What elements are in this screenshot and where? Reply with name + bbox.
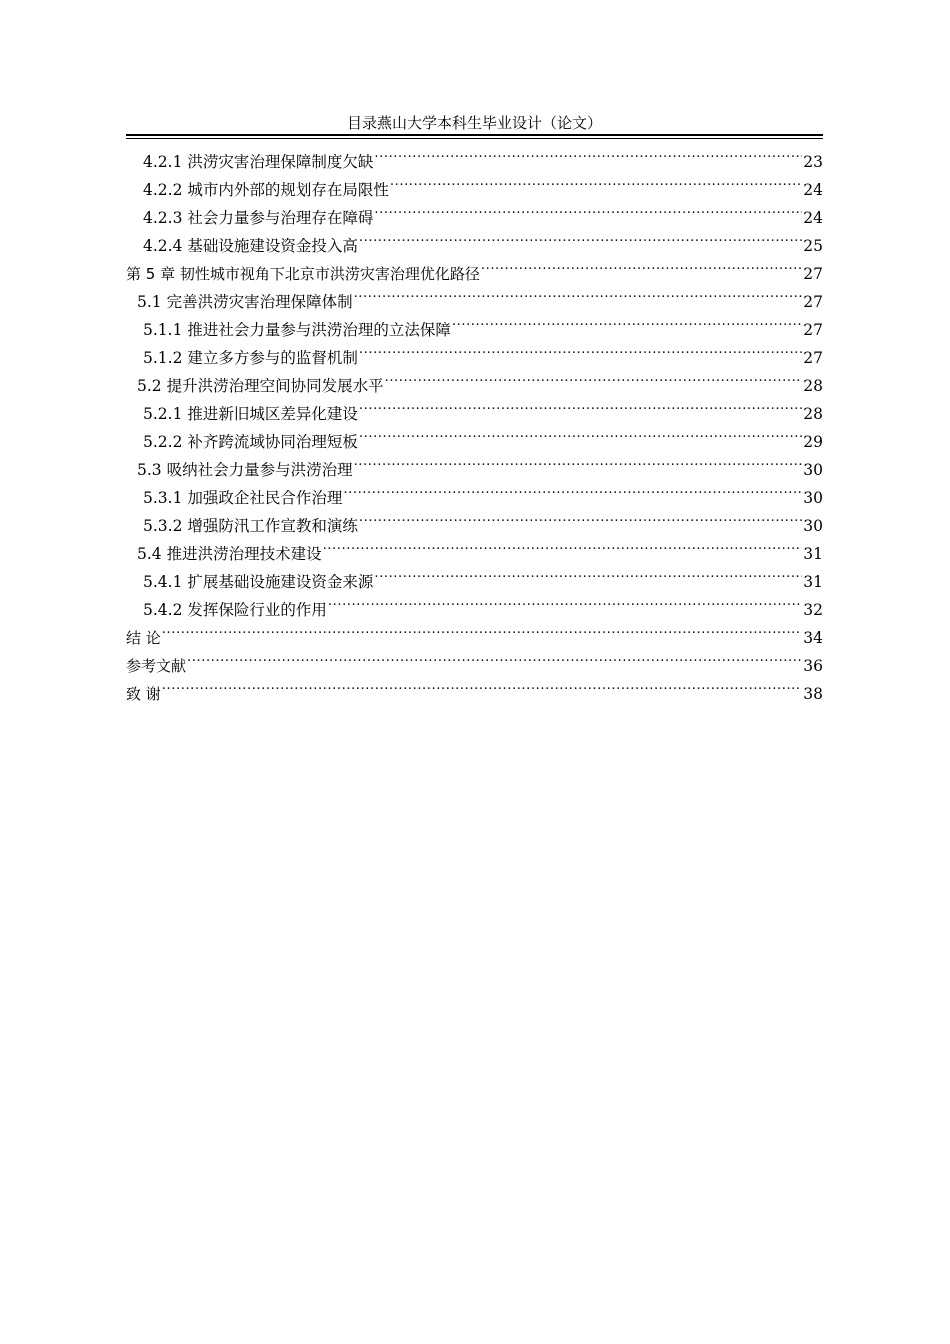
toc-dot-leader [343, 475, 802, 503]
toc-entry-title: 5.1.2 建立多方参与的监督机制 [143, 349, 358, 367]
toc-entry-page-number: 31 [803, 573, 823, 591]
toc-entry-page-number: 34 [803, 629, 823, 647]
toc-entry-title: 5.3.1 加强政企社民合作治理 [143, 489, 343, 507]
toc-dot-leader [359, 223, 802, 251]
toc-entry-title: 致 谢 [126, 685, 161, 703]
toc-entry[interactable] [126, 139, 823, 171]
toc-entry-page-number: 31 [803, 545, 823, 563]
toc-entry-page-number: 24 [803, 181, 823, 199]
header-rule-thick [126, 134, 823, 136]
toc-entry[interactable] [126, 643, 823, 675]
toc-dot-leader [328, 587, 802, 615]
toc-entry-title: 5.4 推进洪涝治理技术建设 [137, 545, 322, 563]
toc-entry-page-number: 38 [803, 685, 823, 703]
toc-entry-page-number: 27 [803, 265, 823, 283]
toc-entry-page-number: 30 [803, 489, 823, 507]
toc-entry-title: 4.2.4 基础设施建设资金投入高 [143, 237, 358, 255]
toc-entry-title: 参考文献 [126, 657, 187, 675]
toc-dot-leader [374, 139, 802, 167]
toc-entry-page-number: 30 [803, 461, 823, 479]
toc-entry-page-number: 27 [803, 349, 823, 367]
toc-dot-leader [354, 447, 803, 475]
toc-dot-leader [481, 251, 802, 279]
toc-entry-page-number: 28 [803, 377, 823, 395]
toc-dot-leader [452, 307, 802, 335]
toc-dot-leader [354, 279, 803, 307]
page-header-title: 目录燕山大学本科生毕业设计（论文） [346, 114, 602, 132]
toc-entry-page-number: 23 [803, 153, 823, 171]
toc-dot-leader [374, 559, 802, 587]
toc-dot-leader [390, 167, 802, 195]
toc-entry-page-number: 29 [803, 433, 823, 451]
toc-entry-page-number: 32 [803, 601, 823, 619]
toc-dot-leader [162, 671, 802, 699]
toc-entry-title: 5.2.1 推进新旧城区差异化建设 [143, 405, 358, 423]
toc-entry-title: 5.1.1 推进社会力量参与洪涝治理的立法保障 [143, 321, 451, 339]
toc-dot-leader [359, 335, 802, 363]
toc-entry-title: 5.2.2 补齐跨流域协同治理短板 [143, 433, 358, 451]
toc-entry-page-number: 24 [803, 209, 823, 227]
toc-entry-page-number: 27 [803, 293, 823, 311]
toc-entry-title: 5.2 提升洪涝治理空间协同发展水平 [137, 377, 384, 395]
toc-entry-page-number: 36 [803, 657, 823, 675]
toc-entry-title: 4.2.2 城市内外部的规划存在局限性 [143, 181, 389, 199]
toc-entry-title: 5.4.2 发挥保险行业的作用 [143, 601, 327, 619]
toc-entry-page-number: 30 [803, 517, 823, 535]
toc-dot-leader [374, 195, 802, 223]
toc-dot-leader [385, 363, 803, 391]
toc-dot-leader [359, 391, 802, 419]
toc-entry-title: 4.2.3 社会力量参与治理存在障碍 [143, 209, 374, 227]
toc-entry-title: 5.3.2 增强防汛工作宣教和演练 [143, 517, 358, 535]
toc-dot-leader [162, 615, 802, 643]
toc-dot-leader [359, 503, 802, 531]
toc-dot-leader [323, 531, 803, 559]
toc-entry-title: 5.3 吸纳社会力量参与洪涝治理 [137, 461, 353, 479]
toc-dot-leader [187, 643, 802, 671]
toc-entry[interactable] [126, 671, 823, 703]
toc-entry-page-number: 25 [803, 237, 823, 255]
toc-entry-title: 5.4.1 扩展基础设施建设资金来源 [143, 573, 374, 591]
toc-entry-title: 第 5 章 韧性城市视角下北京市洪涝灾害治理优化路径 [126, 265, 480, 283]
toc-entry[interactable] [126, 615, 823, 647]
table-of-contents [126, 139, 823, 703]
toc-entry-page-number: 28 [803, 405, 823, 423]
toc-entry-title: 结 论 [126, 629, 161, 647]
toc-entry-title: 5.1 完善洪涝灾害治理保障体制 [137, 293, 353, 311]
toc-dot-leader [359, 419, 802, 447]
toc-entry-page-number: 27 [803, 321, 823, 339]
toc-entry-title: 4.2.1 洪涝灾害治理保障制度欠缺 [143, 153, 374, 171]
